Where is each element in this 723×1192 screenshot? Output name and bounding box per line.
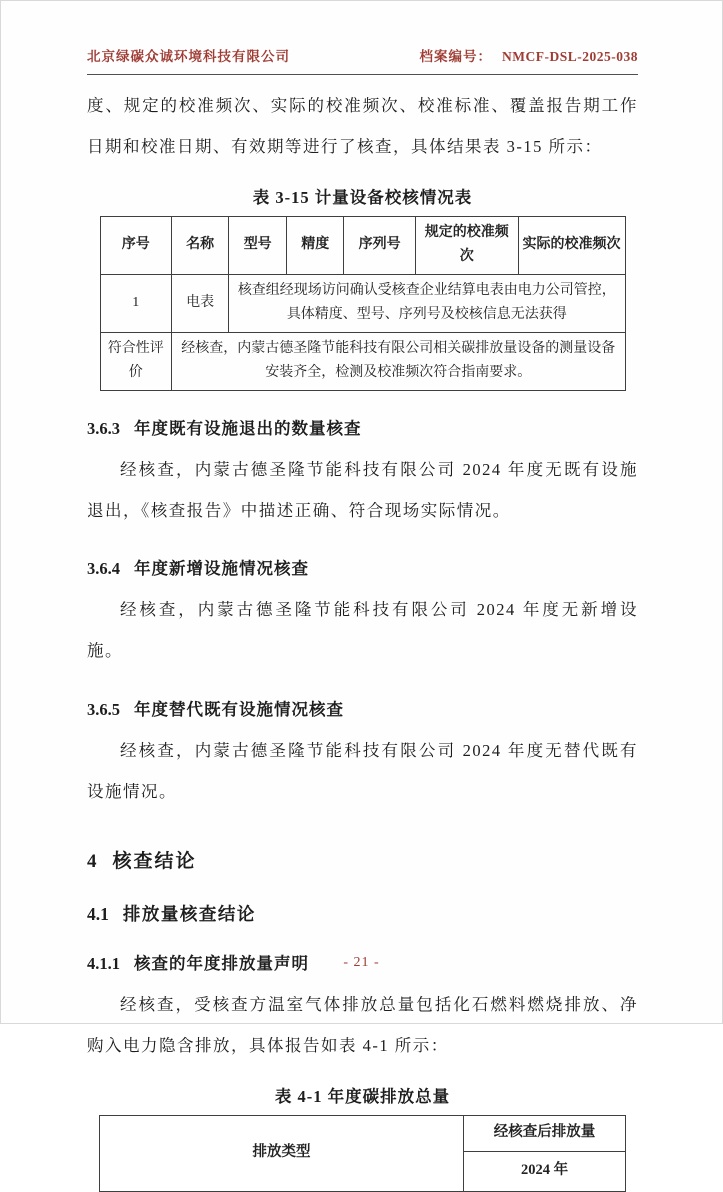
chapter-4-heading <box>87 846 638 873</box>
table-3-15-title: 表 3-15 计量设备校核情况表 <box>252 187 473 207</box>
table-row <box>100 1115 626 1151</box>
section-number: 4.1.1 <box>87 954 120 973</box>
cell-name: 电表 <box>172 274 229 332</box>
file-number-group <box>420 45 639 65</box>
section-number: 3.6.5 <box>87 699 120 719</box>
section-title: 年度新增设施情况核查 <box>134 559 309 578</box>
company-name: 北京绿碳众诚环境科技有限公司 <box>87 49 290 64</box>
section-3-6-5-heading <box>87 696 638 720</box>
section-3-6-5-body: 经核查，内蒙古德圣隆节能科技有限公司 2024 年度无替代既有设施情况。 <box>87 740 638 801</box>
section-3-6-3-body: 经核查，内蒙古德圣隆节能科技有限公司 2024 年度无既有设施退出，《核查报告》中描述正确、符合现场实际情况。 <box>87 459 638 520</box>
section-4-1-heading <box>87 901 638 926</box>
col-header-model: 型号 <box>229 216 287 274</box>
cell-year: 2024 年 <box>464 1151 626 1191</box>
page-header <box>87 45 638 75</box>
col-header-precision: 精度 <box>287 216 344 274</box>
file-number-value: NMCF-DSL-2025-038 <box>502 49 638 64</box>
cell-compliance-label: 符合性评价 <box>100 332 172 390</box>
table-3-15-header-row <box>100 216 625 274</box>
table-4-1 <box>99 1115 626 1192</box>
section-3-6-3-heading <box>87 415 638 439</box>
section-number: 4.1 <box>87 904 109 924</box>
section-4-1-1-body: 经核查，受核查方温室气体排放总量包括化石燃料燃烧排放、净购入电力隐含排放，具体报告如表 4-1 所示： <box>87 995 638 1056</box>
file-number-label: 档案编号： <box>419 49 492 64</box>
table-row <box>100 274 625 332</box>
cell-emission-type: 排放类型 <box>100 1115 464 1191</box>
section-title: 排放量核查结论 <box>122 904 256 924</box>
intro-paragraph: 度、规定的校准频次、实际的校准频次、校准标准、覆盖报告期工作日期和校准日期、有效期等进行了核查，具体结果表 3-15 所示： <box>87 96 638 157</box>
cell-note: 核查组经现场访问确认受核查企业结算电表由电力公司管控，具体精度、型号、序列号及校核信息无法获得 <box>229 274 625 332</box>
section-title: 核查的年度排放量声明 <box>134 954 309 973</box>
col-header-required-freq: 规定的校准频次 <box>415 216 518 274</box>
cell-verified-emission-header: 经核查后排放量 <box>464 1115 626 1151</box>
table-3-15 <box>100 216 626 391</box>
report-page <box>1 1 722 1179</box>
cell-compliance-note: 经核查，内蒙古德圣隆节能科技有限公司相关碳排放量设备的测量设备安装齐全，检测及校准频次符合指南要求。 <box>172 332 625 390</box>
section-title: 年度替代既有设施情况核查 <box>134 699 344 719</box>
section-3-6-4-body: 经核查，内蒙古德圣隆节能科技有限公司 2024 年度无新增设施。 <box>87 600 638 661</box>
section-number: 3.6.3 <box>87 418 120 438</box>
col-header-name: 名称 <box>172 216 229 274</box>
col-header-actual-freq: 实际的校准频次 <box>518 216 625 274</box>
col-header-serial: 序列号 <box>344 216 416 274</box>
section-number: 3.6.4 <box>87 559 120 578</box>
section-3-6-4-heading <box>87 555 638 579</box>
table-row <box>100 332 625 390</box>
page-number: - 21 - <box>343 955 380 970</box>
cell-seq: 1 <box>100 274 172 332</box>
table-4-1-title: 表 4-1 年度碳排放总量 <box>274 1086 451 1106</box>
section-title: 年度既有设施退出的数量核查 <box>134 418 362 438</box>
chapter-number: 4 <box>87 851 97 872</box>
col-header-seq: 序号 <box>100 216 172 274</box>
chapter-title: 核查结论 <box>112 851 197 872</box>
